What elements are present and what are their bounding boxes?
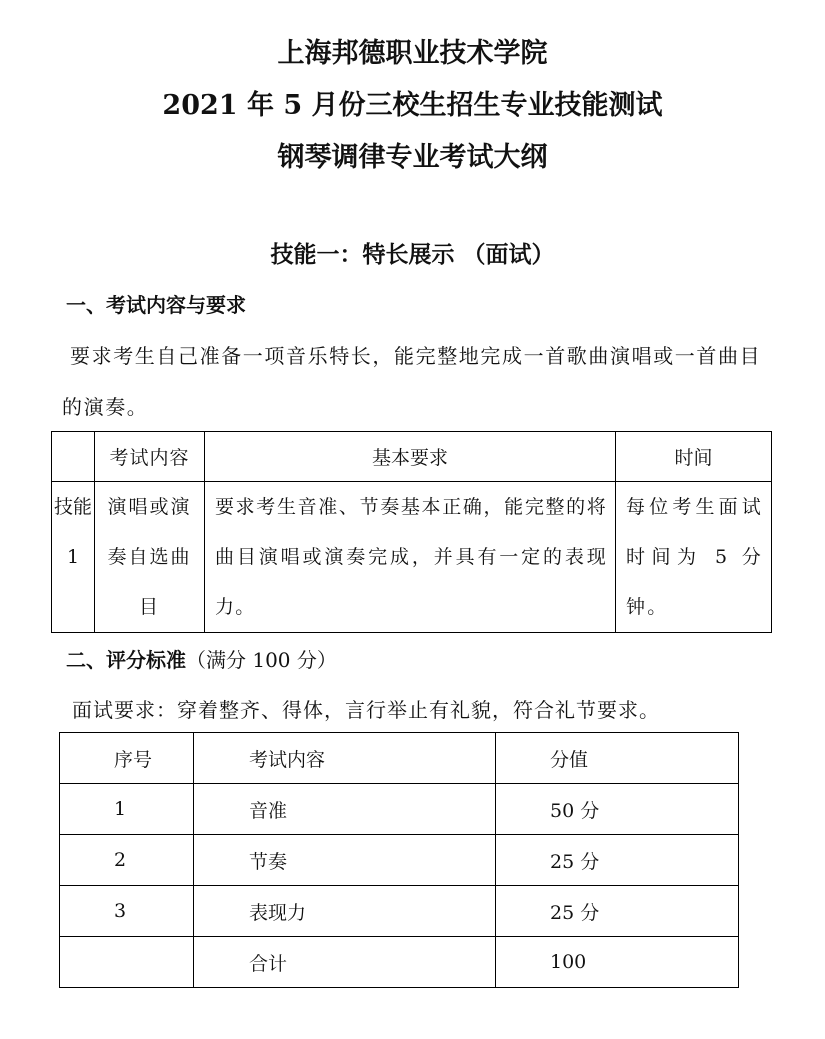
requirement-paragraph-line1: 要求考生自己准备一项音乐特长，能完整地完成一首歌曲演唱或一首曲目 xyxy=(70,344,762,368)
table-header-row xyxy=(60,733,739,784)
document-title-exam: 2021 年 5 月份三校生招生专业技能测试 xyxy=(162,90,663,121)
section-heading-scoring xyxy=(66,650,337,670)
interview-requirement-paragraph: 面试要求：穿着整齐、得体，言行举止有礼貌，符合礼节要求。 xyxy=(72,698,660,722)
table-cell: 1 xyxy=(60,784,194,835)
table-cell: 100 xyxy=(496,937,739,988)
content-cell: 演唱或演奏自选曲目 xyxy=(95,482,205,633)
table-row xyxy=(60,835,739,886)
document-title-school: 上海邦德职业技术学院 xyxy=(277,38,548,69)
section-heading-note: （满分 100 分） xyxy=(186,648,337,672)
table-header-cell: 时间 xyxy=(616,432,772,482)
table-header-cell xyxy=(52,432,95,482)
table-cell: 25 分 xyxy=(496,886,739,937)
skill-heading: 技能一：特长展示 （面试） xyxy=(270,241,555,268)
time-cell: 每位考生面试时间为 5 分钟。 xyxy=(616,482,772,633)
table-row xyxy=(52,482,772,633)
table-cell xyxy=(60,937,194,988)
table-row xyxy=(60,784,739,835)
requirement-cell: 要求考生音准、节奏基本正确，能完整的将曲目演唱或演奏完成，并具有一定的表现力。 xyxy=(205,482,616,633)
table-cell: 音准 xyxy=(194,784,496,835)
table-row-total xyxy=(60,937,739,988)
requirement-paragraph-line2: 的演奏。 xyxy=(62,395,149,419)
table-row xyxy=(60,886,739,937)
table-header-cell: 考试内容 xyxy=(95,432,205,482)
scoring-table xyxy=(59,732,739,988)
table-cell: 50 分 xyxy=(496,784,739,835)
table-cell: 25 分 xyxy=(496,835,739,886)
table-header-cell: 基本要求 xyxy=(205,432,616,482)
section-heading-text: 二、评分标准 xyxy=(66,648,186,672)
table-cell: 3 xyxy=(60,886,194,937)
table-header-cell: 序号 xyxy=(60,733,194,784)
table-header-cell: 分值 xyxy=(496,733,739,784)
table-cell: 表现力 xyxy=(194,886,496,937)
skill-cell: 技能1 xyxy=(52,482,95,633)
table-cell: 2 xyxy=(60,835,194,886)
table-cell: 合计 xyxy=(194,937,496,988)
requirements-table xyxy=(51,431,772,633)
section-heading-content: 一、考试内容与要求 xyxy=(66,293,246,317)
table-header-cell: 考试内容 xyxy=(194,733,496,784)
document-title-syllabus: 钢琴调律专业考试大纲 xyxy=(277,142,548,173)
table-header-row xyxy=(52,432,772,482)
table-cell: 节奏 xyxy=(194,835,496,886)
